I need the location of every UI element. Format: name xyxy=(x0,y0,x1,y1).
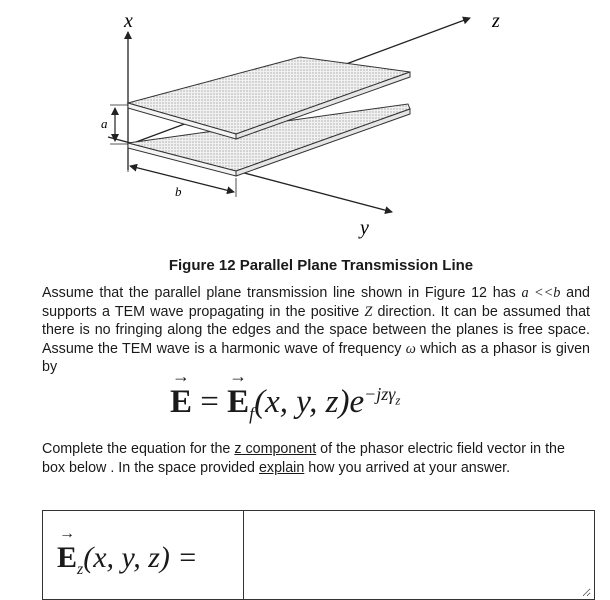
answer-divider xyxy=(243,511,244,599)
axis-z-label: z xyxy=(492,10,500,32)
axis-y-label: y xyxy=(360,217,369,239)
transmission-line-figure xyxy=(0,0,610,250)
figure-caption: Figure 12 Parallel Plane Transmission Line xyxy=(168,257,474,274)
dimension-b-label: b xyxy=(175,184,182,199)
instructions: Complete the equation for the z component of the phasor electric field vector in the box below . In the space provided explain how you arrived at your answer. xyxy=(42,441,565,476)
dimension-a-label: a xyxy=(101,116,108,131)
phasor-equation: → E = → $E_f(x$, y, $z)e^{-jz\gamma_z}$ xyxy=(170,384,400,425)
axis-x-label: x xyxy=(124,10,133,32)
answer-input[interactable] xyxy=(247,513,591,597)
answer-equation-label: → $E_z(x$, y, z) = xyxy=(57,541,198,579)
answer-box xyxy=(42,510,595,600)
problem-statement: Assume that the parallel plane transmission line shown in Figure 12 has a <<b and supports a TEM wave propagating in the positive Z direction. It can be assumed that there is no fringing along the edges and the space between the planes is free space. Assume the TEM wave is a harmonic wave of frequency ω which as a phasor is given by xyxy=(42,285,591,375)
